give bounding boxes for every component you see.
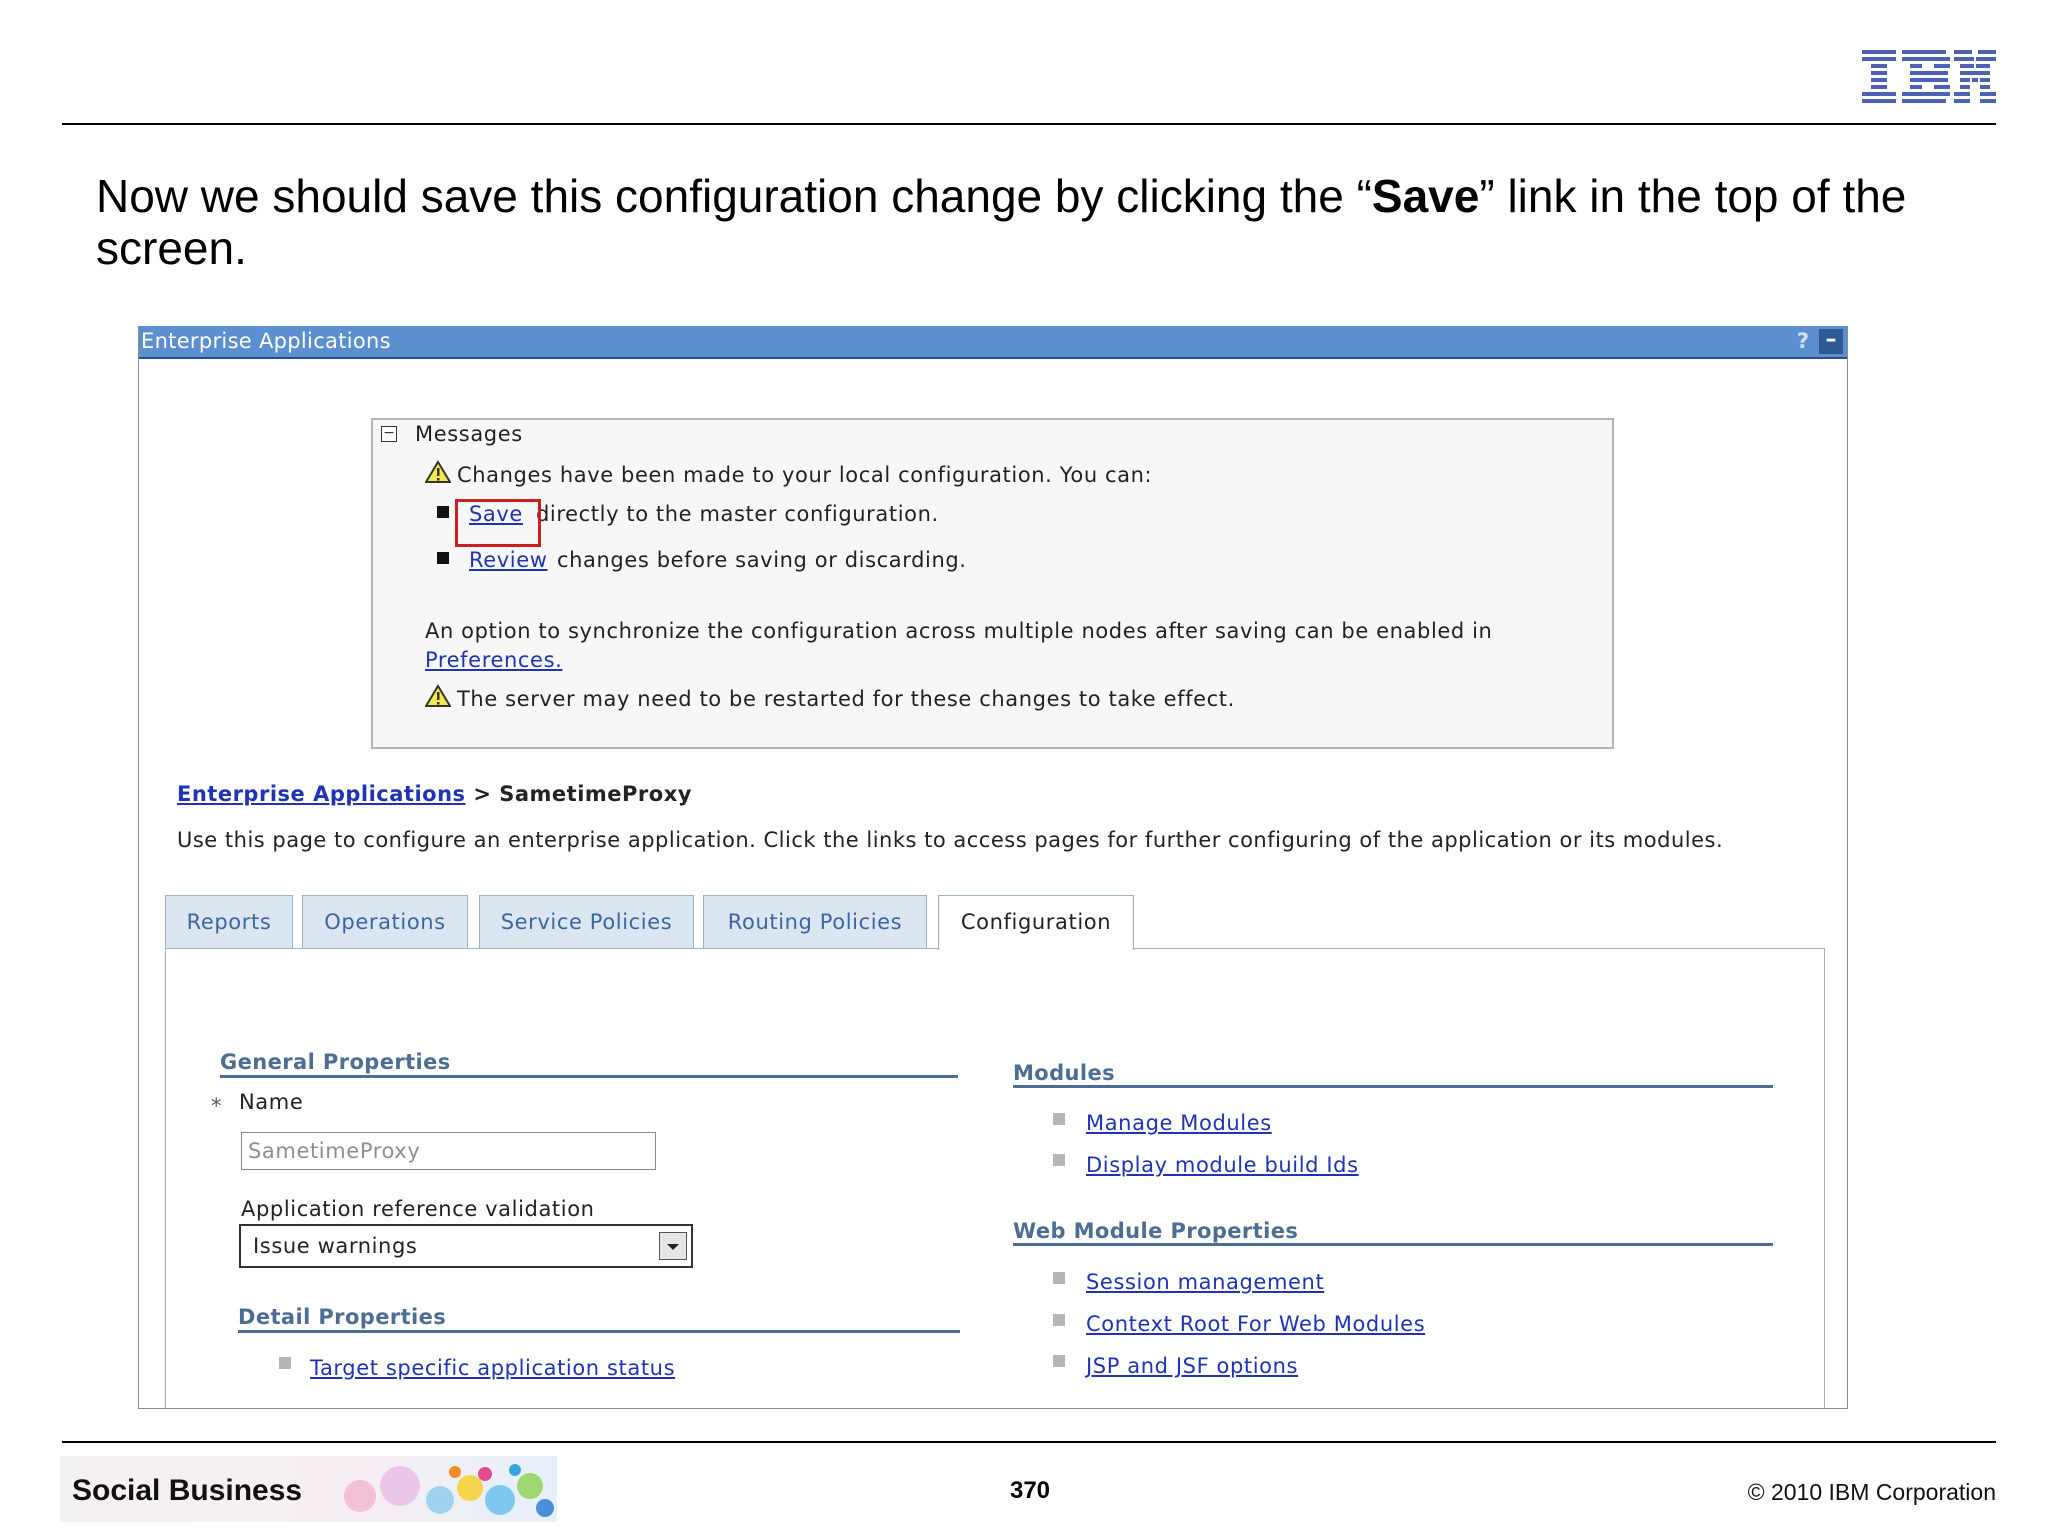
section-divider <box>238 1330 960 1333</box>
footer-banner <box>60 1456 557 1522</box>
bullet-icon <box>279 1357 291 1369</box>
help-icon[interactable]: ? <box>1796 329 1810 353</box>
headline-save-emphasis: Save <box>1371 170 1480 222</box>
section-divider <box>220 1075 958 1078</box>
tab-content <box>165 948 1825 1409</box>
ibm-logo <box>1862 50 1996 108</box>
bullet-icon <box>1053 1154 1065 1166</box>
tab-routing-policies[interactable]: Routing Policies <box>703 895 927 949</box>
module-build-ids-link[interactable]: Display module build Ids <box>1086 1153 1359 1177</box>
messages-box <box>371 418 1614 749</box>
tab-service-policies[interactable]: Service Policies <box>479 895 694 949</box>
panel-titlebar <box>139 326 1847 359</box>
review-link[interactable]: Review <box>469 548 548 572</box>
tab-operations[interactable]: Operations <box>302 895 468 949</box>
validation-label: Application reference validation <box>241 1197 595 1221</box>
breadcrumb-current: > SametimeProxy <box>473 782 692 806</box>
warning-icon <box>425 684 451 708</box>
required-icon: * <box>211 1094 223 1118</box>
validation-selected-value: Issue warnings <box>253 1234 418 1258</box>
restart-message: The server may need to be restarted for these changes to take effect. <box>457 687 1235 711</box>
bullet-icon <box>1053 1314 1065 1326</box>
detail-properties-title: Detail Properties <box>238 1305 447 1329</box>
warning-icon <box>425 460 451 484</box>
page-number: 370 <box>1009 1477 1051 1504</box>
preferences-link[interactable]: Preferences. <box>425 648 563 672</box>
bullet-icon <box>437 506 449 518</box>
slide-headline <box>96 170 1976 274</box>
headline-text-end: ” link in the top of the screen. <box>96 170 1907 274</box>
chevron-down-icon[interactable] <box>659 1232 687 1260</box>
messages-header: Messages <box>415 422 523 446</box>
minimize-button[interactable]: – <box>1819 329 1843 354</box>
sync-message: An option to synchronize the configuration across multiple nodes after saving can be enabled in <box>425 619 1493 643</box>
tab-configuration[interactable]: Configuration <box>938 895 1134 950</box>
manage-modules-link[interactable]: Manage Modules <box>1086 1111 1272 1135</box>
bottom-divider <box>62 1441 1996 1443</box>
save-link[interactable]: Save <box>469 502 523 526</box>
changes-message: Changes have been made to your local configuration. You can: <box>457 463 1153 487</box>
general-properties-title: General Properties <box>220 1050 451 1074</box>
save-highlight-box <box>455 499 541 547</box>
breadcrumb <box>177 782 692 806</box>
review-description: changes before saving or discarding. <box>557 548 967 572</box>
footer-brand: Social Business <box>72 1474 303 1507</box>
bullet-icon <box>1053 1272 1065 1284</box>
bullet-icon <box>1053 1355 1065 1367</box>
bullet-icon <box>1053 1113 1065 1125</box>
save-description: directly to the master configuration. <box>536 502 939 526</box>
section-divider <box>1013 1243 1773 1246</box>
page-description: Use this page to configure an enterprise application. Click the links to access pages for further configuring of the application or its modules. <box>177 828 1724 852</box>
jsp-jsf-options-link[interactable]: JSP and JSF options <box>1086 1354 1299 1378</box>
web-module-properties-title: Web Module Properties <box>1013 1219 1299 1243</box>
top-divider <box>62 123 1996 125</box>
breadcrumb-link[interactable]: Enterprise Applications <box>177 782 466 806</box>
name-field[interactable] <box>241 1132 656 1170</box>
name-label: Name <box>239 1090 304 1114</box>
copyright: © 2010 IBM Corporation <box>1747 1479 1996 1505</box>
panel-title: Enterprise Applications <box>141 329 391 353</box>
validation-select[interactable] <box>239 1224 693 1268</box>
collapse-icon[interactable]: − <box>381 426 397 442</box>
session-management-link[interactable]: Session management <box>1086 1270 1325 1294</box>
bullet-icon <box>437 552 449 564</box>
enterprise-applications-panel <box>138 326 1848 1409</box>
section-divider <box>1013 1085 1773 1088</box>
context-root-link[interactable]: Context Root For Web Modules <box>1086 1312 1426 1336</box>
headline-text-start: Now we should save this configuration change by clicking the “ <box>96 170 1372 222</box>
target-status-link[interactable]: Target specific application status <box>310 1356 676 1380</box>
modules-title: Modules <box>1013 1061 1116 1085</box>
tab-reports[interactable]: Reports <box>165 895 293 949</box>
